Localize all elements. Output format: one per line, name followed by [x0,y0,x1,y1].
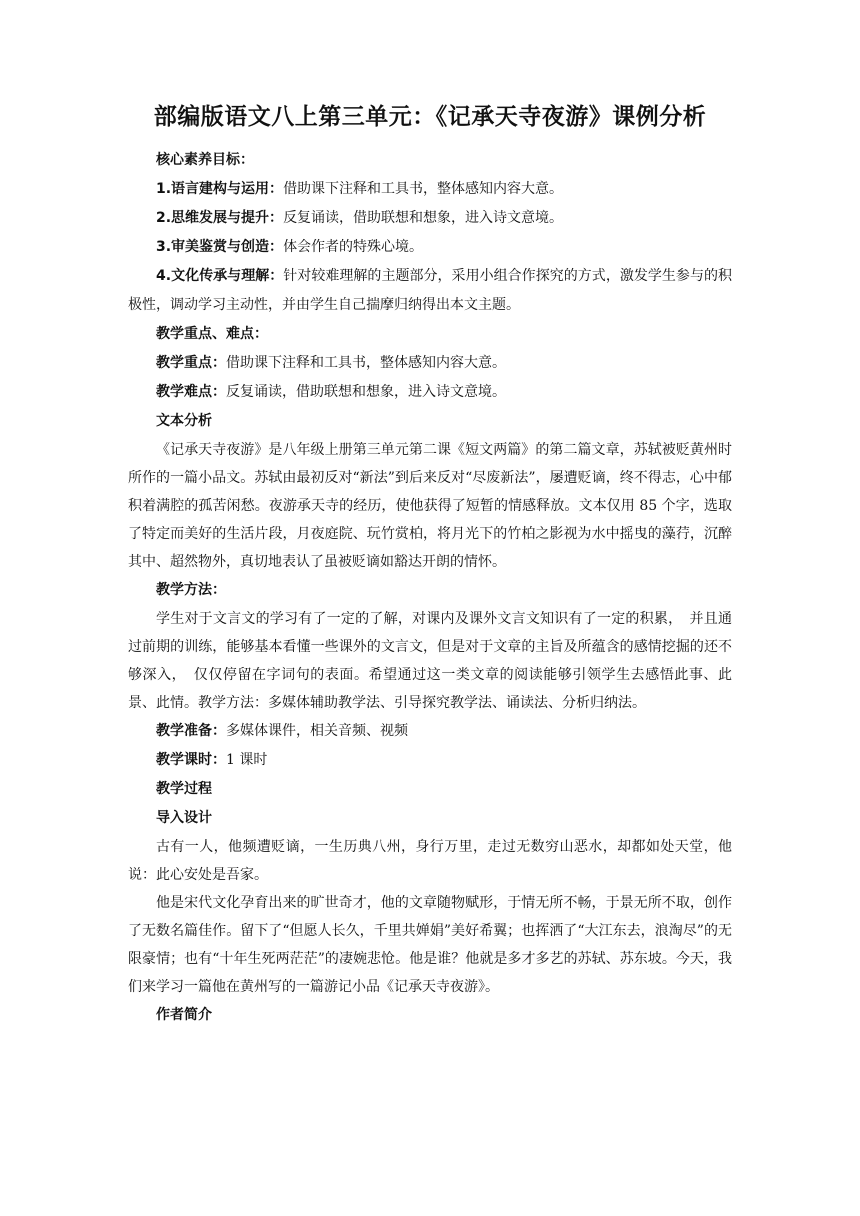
goal-3-label: 3.审美鉴赏与创造： [156,239,284,255]
core-goals-heading-text: 核心素养目标： [156,152,254,168]
intro-paragraph-2: 他是宋代文化孕育出来的旷世奇才，他的文章随物赋形，于情无所不畅，于景无所不取，创作了无数名篇佳作。留下了“但愿人长久，千里共婵娟”美好希翼；也挥洒了“大江东去，浪淘尽”的无限豪情；也有“十年生死两茫茫”的凄婉悲怆。他是谁？他就是多才多艺的苏轼、苏东坡。今天，我们来学习一篇他在黄州写的一篇游记小品《记承天寺夜游》。 [128,895,732,995]
author-heading-text: 作者简介 [156,1007,212,1023]
text-analysis-body: 《记承天寺夜游》是八年级上册第三单元第二课《短文两篇》的第二篇文章，苏轼被贬黄州时所作的一篇小品文。苏轼由最初反对“新法”到后来反对“尽废新法”，屡遭贬谪，终不得志，心中郁积着满腔的孤苦闲愁。夜游承天寺的经历，使他获得了短暂的情感释放。文本仅用 85 个字，选取了特定而美好的生活片段，月夜庭院、玩竹赏柏，将月光下的竹柏之影视为水中摇曳的藻荇，沉醉其中、超然物外，真切地表认了虽被贬谪如豁达开朗的情怀。 [128,442,732,570]
key-point-label: 教学重点： [156,355,226,371]
hours-text: 1 课时 [226,752,268,768]
author-heading [128,1001,732,1030]
methods-body: 学生对于文言文的学习有了一定的了解，对课内及课外文言文知识有了一定的积累， 并且通过前期的训练，能够基本看懂一些课外的文言文，但是对于文章的主旨及所蕴含的感情挖掘的还不够深入， 仅仅停留在字词句的表面。希望通过这一类文章的阅读能够引领学生去感悟此事、此景、此情。教学方法：多媒体辅助教学法、引导探究教学法、诵读法、分析归纳法。 [128,611,732,711]
difficulty [128,378,732,407]
prep-text: 多媒体课件，相关音频、视频 [226,723,408,739]
goal-2 [128,204,732,233]
goal-4 [128,262,732,320]
goal-1 [128,175,732,204]
document-body [128,146,732,1030]
prep-label: 教学准备： [156,723,226,739]
text-analysis-heading-text: 文本分析 [156,413,212,429]
key-point [128,349,732,378]
key-point-text: 借助课下注释和工具书，整体感知内容大意。 [226,355,506,371]
document-title: 部编版语文八上第三单元：《记承天寺夜游》课例分析 [153,104,707,130]
goal-2-text: 反复诵读，借助联想和想象，进入诗文意境。 [283,210,564,226]
core-goals-heading [128,146,732,175]
goal-1-text: 借助课下注释和工具书，整体感知内容大意。 [283,181,564,197]
hours-label: 教学课时： [156,752,226,768]
prep [128,717,732,746]
intro-heading-text: 导入设计 [156,810,212,826]
goal-4-text: 针对较难理解的主题部分，采用小组合作探究的方式，激发学生参与的积极性，调动学习主动性，并由学生自己揣摩归纳得出本文主题。 [128,268,733,313]
process-heading-text: 教学过程 [156,781,212,797]
key-points-heading [128,320,732,349]
goal-1-label: 1.语言建构与运用： [156,181,284,197]
intro-heading [128,804,732,833]
goal-4-label: 4.文化传承与理解： [156,268,284,284]
hours [128,746,732,775]
difficulty-label: 教学难点： [156,384,226,400]
text-analysis-heading [128,407,732,436]
goal-3 [128,233,732,262]
goal-3-text: 体会作者的特殊心境。 [283,239,424,255]
difficulty-text: 反复诵读，借助联想和想象，进入诗文意境。 [226,384,506,400]
methods-heading [128,576,732,605]
key-points-heading-text: 教学重点、难点： [156,326,268,342]
methods-heading-text: 教学方法： [156,582,226,598]
goal-2-label: 2.思维发展与提升： [156,210,284,226]
intro-paragraph-1: 古有一人，他频遭贬谪，一生历典八州，身行万里，走过无数穷山恶水，却都如处天堂，他说：此心安处是吾家。 [128,839,732,883]
process-heading [128,775,732,804]
